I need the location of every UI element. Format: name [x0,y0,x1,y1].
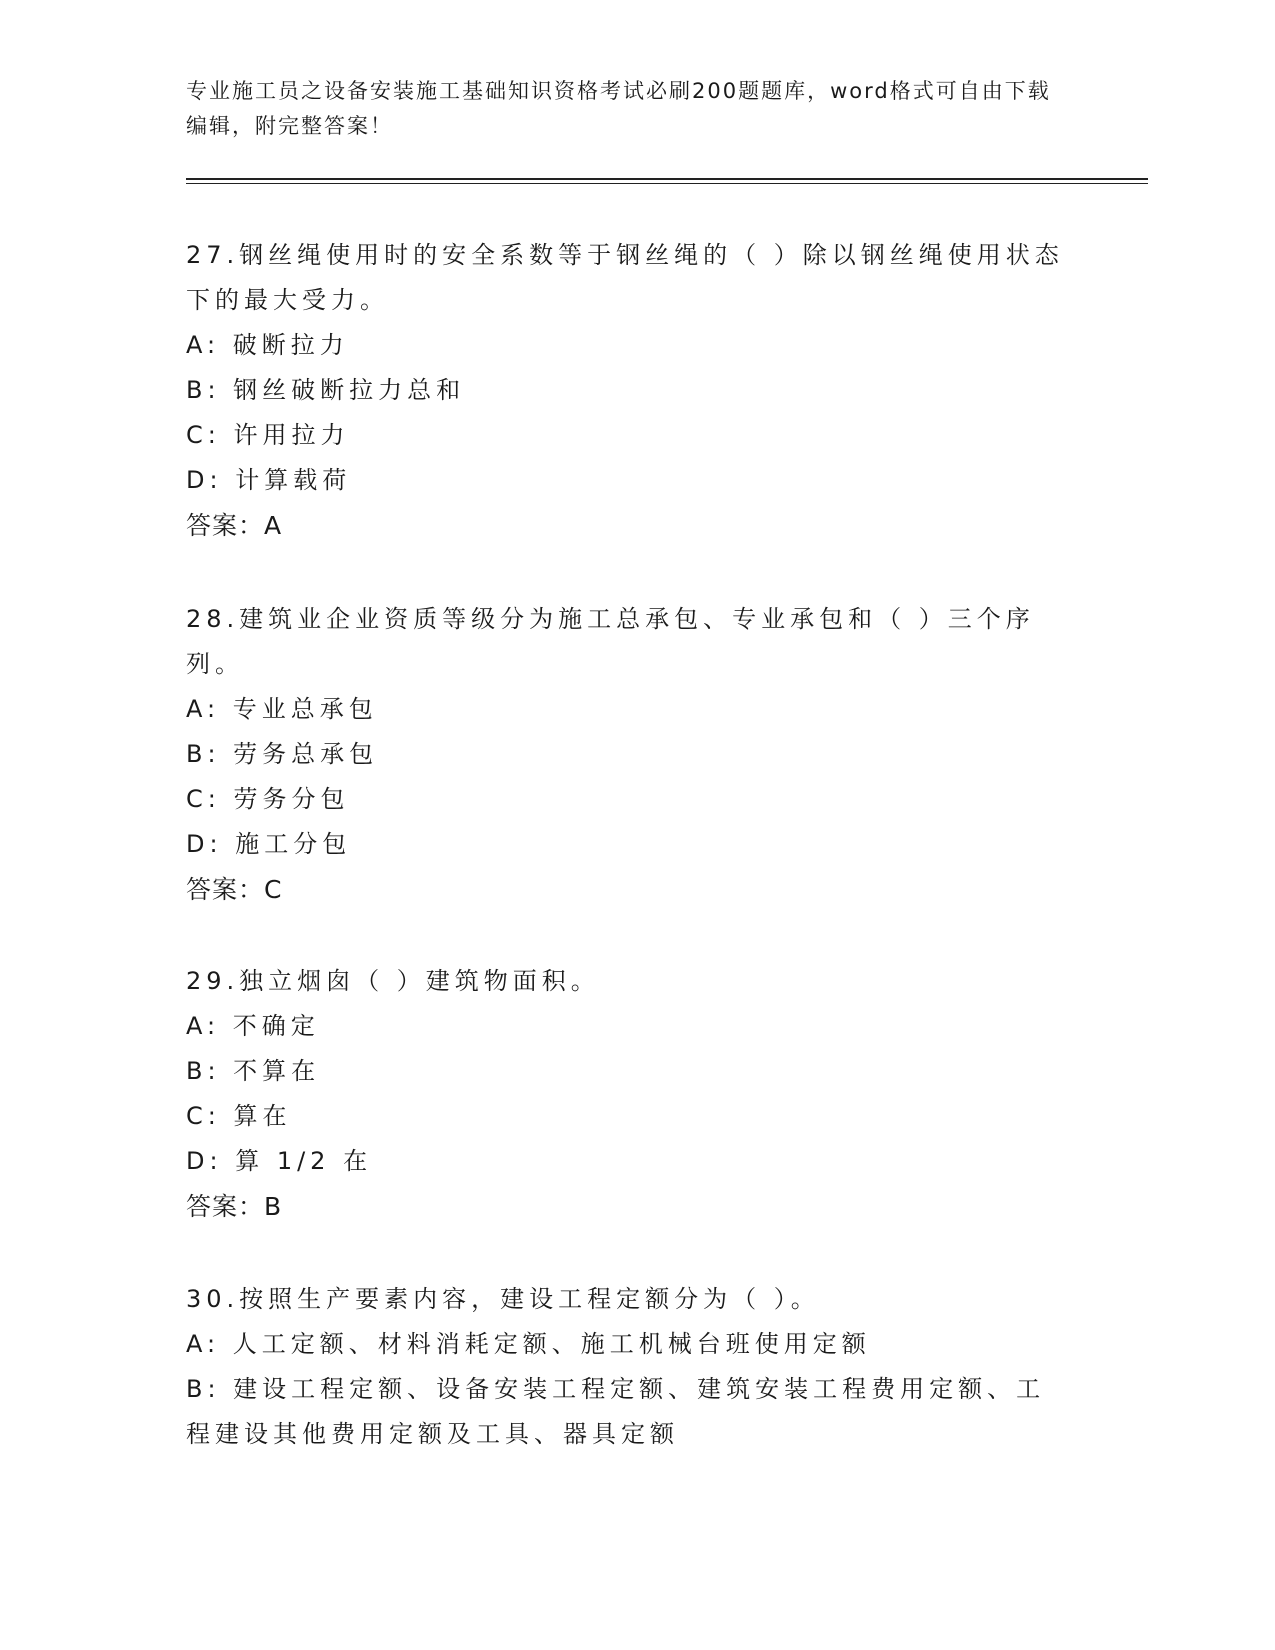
option-c: C: 许用拉力 [186,421,350,449]
question-29 [186,959,1066,1229]
option-b: B: 建设工程定额、设备安装工程定额、建筑安装工程费用定额、工程建设其他费用定额及工具、器具定额 [186,1375,1046,1448]
question-28 [186,597,1066,912]
question-text: 28.建筑业企业资质等级分为施工总承包、专业承包和（ ）三个序列。 [186,605,1035,678]
option-d: D: 施工分包 [186,830,352,858]
option-c: C: 算在 [186,1102,292,1130]
question-27 [186,233,1066,548]
header-divider-thin [186,183,1148,184]
option-a: A: 破断拉力 [186,331,349,359]
option-a: A: 不确定 [186,1012,320,1040]
header-divider-thick [186,178,1148,180]
answer: 答案：C [186,875,283,904]
option-a: A: 人工定额、材料消耗定额、施工机械台班使用定额 [186,1330,871,1358]
question-text: 29.独立烟囱（ ）建筑物面积。 [186,967,600,995]
option-b: B: 不算在 [186,1057,321,1085]
question-text: 30.按照生产要素内容，建设工程定额分为（ ）。 [186,1285,820,1313]
question-30 [186,1277,1066,1457]
document-header: 专业施工员之设备安装施工基础知识资格考试必刷200题题库，word格式可自由下载编辑，附完整答案！ [186,79,1051,138]
option-d: D: 计算载荷 [186,466,352,494]
option-a: A: 专业总承包 [186,695,378,723]
option-b: B: 劳务总承包 [186,740,379,768]
question-text: 27.钢丝绳使用时的安全系数等于钢丝绳的（ ）除以钢丝绳使用状态下的最大受力。 [186,241,1064,314]
option-b: B: 钢丝破断拉力总和 [186,376,466,404]
answer: 答案：B [186,1192,283,1221]
option-c: C: 劳务分包 [186,785,350,813]
option-d: D: 算 1/2 在 [186,1147,373,1175]
answer: 答案：A [186,511,283,540]
